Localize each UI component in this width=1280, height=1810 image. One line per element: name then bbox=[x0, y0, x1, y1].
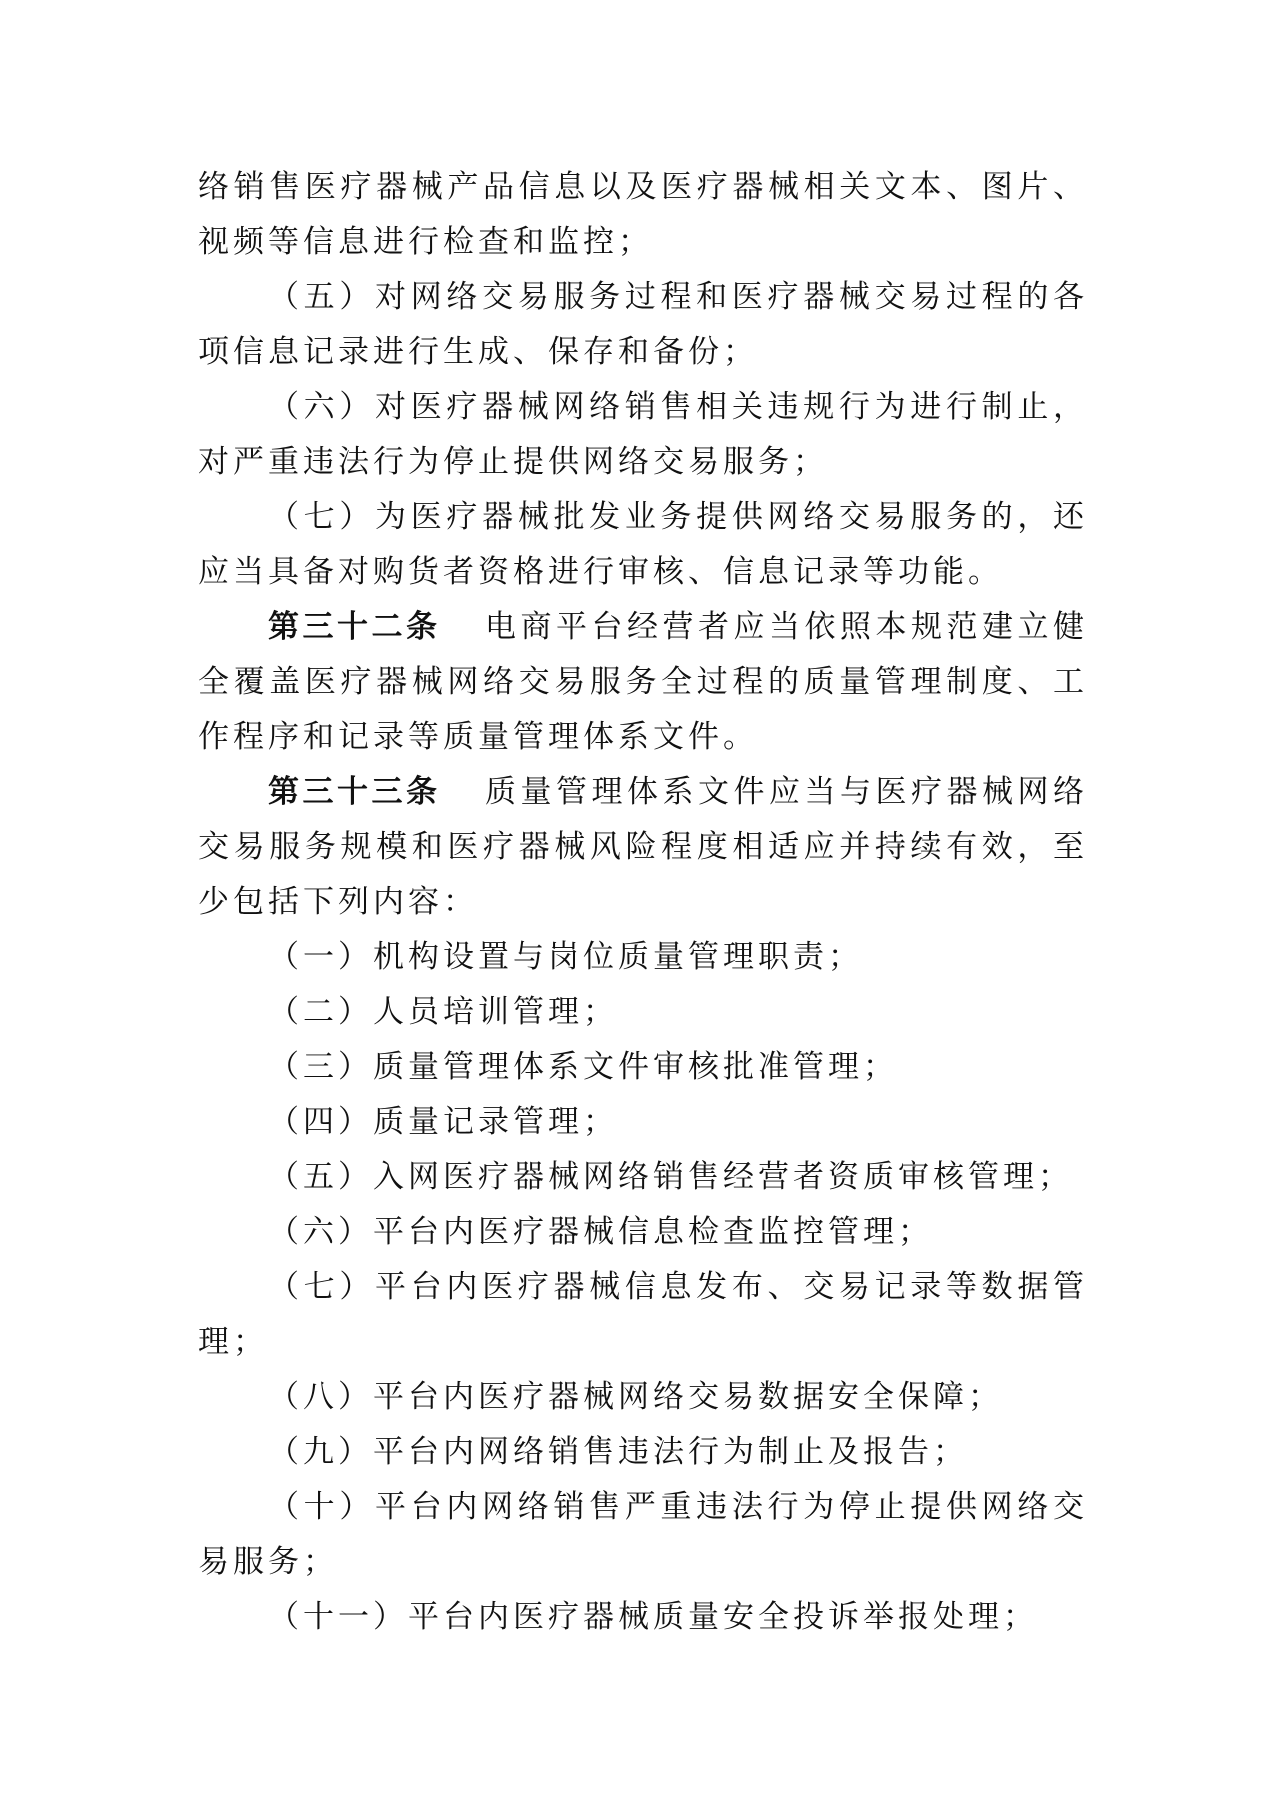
paragraph-text: （七）为医疗器械批发业务提供网络交易服务的，还应当具备对购货者资格进行审核、信息记录等功能。 bbox=[198, 499, 1088, 590]
list-item-text: （十一）平台内医疗器械质量安全投诉举报处理； bbox=[268, 1599, 1038, 1635]
article-text: 电商平台经营者应当依照本规范建立健全覆盖医疗器械网络交易服务全过程的质量管理制度、工作程序和记录等质量管理体系文件。 bbox=[198, 609, 1088, 755]
list-item-9 bbox=[198, 1425, 1088, 1480]
list-item-7 bbox=[198, 1260, 1088, 1370]
list-item-5 bbox=[198, 1150, 1088, 1205]
article-text: 质量管理体系文件应当与医疗器械网络交易服务规模和医疗器械风险程度相适应并持续有效，至少包括下列内容： bbox=[198, 774, 1088, 920]
list-item-text: （一）机构设置与岗位质量管理职责； bbox=[268, 939, 863, 975]
article-heading: 第三十二条 bbox=[268, 609, 441, 645]
list-item-text: （十）平台内网络销售严重违法行为停止提供网络交易服务； bbox=[198, 1489, 1088, 1580]
article-33 bbox=[198, 765, 1088, 930]
article-32 bbox=[198, 600, 1088, 765]
paragraph-text: （五）对网络交易服务过程和医疗器械交易过程的各项信息记录进行生成、保存和备份； bbox=[198, 279, 1088, 370]
list-item-text: （七）平台内医疗器械信息发布、交易记录等数据管理； bbox=[198, 1269, 1088, 1360]
list-item-10 bbox=[198, 1480, 1088, 1590]
paragraph-text: （六）对医疗器械网络销售相关违规行为进行制止，对严重违法行为停止提供网络交易服务； bbox=[198, 389, 1088, 480]
list-item-2 bbox=[198, 985, 1088, 1040]
list-item-text: （八）平台内医疗器械网络交易数据安全保障； bbox=[268, 1379, 1003, 1415]
article-heading: 第三十三条 bbox=[268, 774, 441, 810]
list-item-3 bbox=[198, 1040, 1088, 1095]
list-item-1 bbox=[198, 930, 1088, 985]
list-item-text: （二）人员培训管理； bbox=[268, 994, 618, 1030]
paragraph-item-5 bbox=[198, 270, 1088, 380]
paragraph-text: 络销售医疗器械产品信息以及医疗器械相关文本、图片、视频等信息进行检查和监控； bbox=[198, 169, 1088, 260]
paragraph-item-6 bbox=[198, 380, 1088, 490]
document-body bbox=[198, 160, 1088, 1645]
list-item-text: （三）质量管理体系文件审核批准管理； bbox=[268, 1049, 898, 1085]
list-item-6 bbox=[198, 1205, 1088, 1260]
list-item-11 bbox=[198, 1590, 1088, 1645]
list-item-text: （六）平台内医疗器械信息检查监控管理； bbox=[268, 1214, 933, 1250]
list-item-8 bbox=[198, 1370, 1088, 1425]
list-item-4 bbox=[198, 1095, 1088, 1150]
list-item-text: （五）入网医疗器械网络销售经营者资质审核管理； bbox=[268, 1159, 1073, 1195]
list-item-text: （四）质量记录管理； bbox=[268, 1104, 618, 1140]
paragraph-continuation bbox=[198, 160, 1088, 270]
list-item-text: （九）平台内网络销售违法行为制止及报告； bbox=[268, 1434, 968, 1470]
paragraph-item-7 bbox=[198, 490, 1088, 600]
